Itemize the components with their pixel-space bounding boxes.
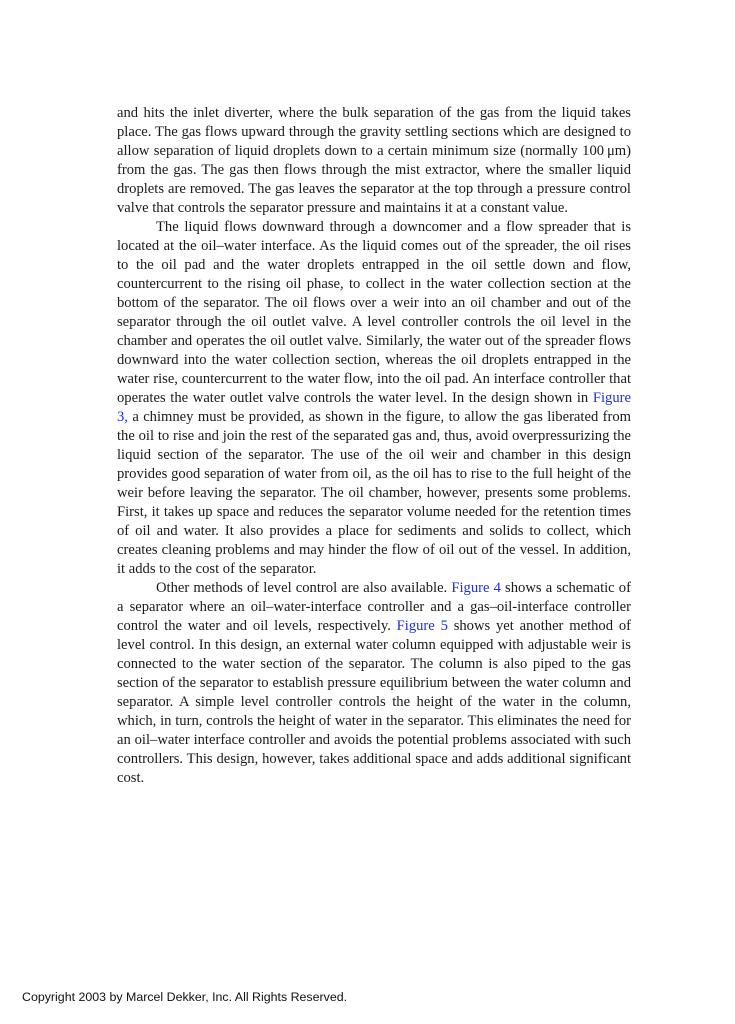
paragraph-1 [117, 104, 631, 218]
figure-4-link[interactable]: Figure 4 [451, 580, 501, 596]
paragraph-3 [117, 579, 631, 788]
paragraph-1-text: and hits the inlet diverter, where the bulk separation of the gas from the liquid takes place. The gas flows upward through the gravity settling sections which are designed to allow separation of liquid droplets down to a certain minimum size (normally 100 μm) from the gas. The gas then flows through the mist extractor, where the smaller liquid droplets are removed. The gas leaves the separator at the top through a pressure control valve that controls the separator pressure and maintains it at a constant value. [117, 105, 631, 216]
figure-3-link[interactable]: Figure 3, [117, 390, 631, 425]
copyright-footer: Copyright 2003 by Marcel Dekker, Inc. All Rights Reserved. [22, 990, 348, 1004]
paragraph-3-text-b: shows a schematic of a separator where an oil–water-interface controller and a gas–oil-interface controller control the water and oil levels, respectively. [117, 580, 631, 634]
body-text [117, 104, 631, 788]
paragraph-2 [117, 218, 631, 579]
paragraph-3-text-a: Other methods of level control are also available. [156, 580, 452, 596]
paragraph-3-text-c: shows yet another method of level control. In this design, an external water column equipped with adjustable weir is connected to the water section of the separator. The column is also piped to the gas section of the separator to establish pressure equilibrium between the water column and separator. A simple level controller controls the height of the water in the column, which, in turn, controls the height of water in the separator. This eliminates the need for an oil–water interface controller and avoids the potential problems associated with such controllers. This design, however, takes additional space and adds additional significant cost. [117, 618, 631, 786]
paragraph-2-text-a: The liquid flows downward through a downcomer and a flow spreader that is located at the oil–water interface. As the liquid comes out of the spreader, the oil rises to the oil pad and the water droplets entrapped in the oil settle down and flow, countercurrent to the rising oil phase, to collect in the water collection section at the bottom of the separator. The oil flows over a weir into an oil chamber and out of the separator through the oil outlet valve. A level controller controls the oil level in the chamber and operates the oil outlet valve. Similarly, the water out of the spreader flows downward into the water collection section, whereas the oil droplets entrapped in the water rise, countercurrent to the water flow, into the oil pad. An interface controller that operates the water outlet valve controls the water level. In the design shown in [117, 219, 631, 406]
paragraph-2-text-b: a chimney must be provided, as shown in the figure, to allow the gas liberated from the oil to rise and join the rest of the separated gas and, thus, avoid overpressurizing the liquid section of the separator. The use of the oil weir and chamber in this design provides good separation of water from oil, as the oil has to rise to the full height of the weir before leaving the separator. The oil chamber, however, presents some problems. First, it takes up space and reduces the separator volume needed for the retention times of oil and water. It also provides a place for sediments and solids to collect, which creates cleaning problems and may hinder the flow of oil out of the vessel. In addition, it adds to the cost of the separator. [117, 409, 631, 577]
figure-5-link[interactable]: Figure 5 [396, 618, 448, 634]
